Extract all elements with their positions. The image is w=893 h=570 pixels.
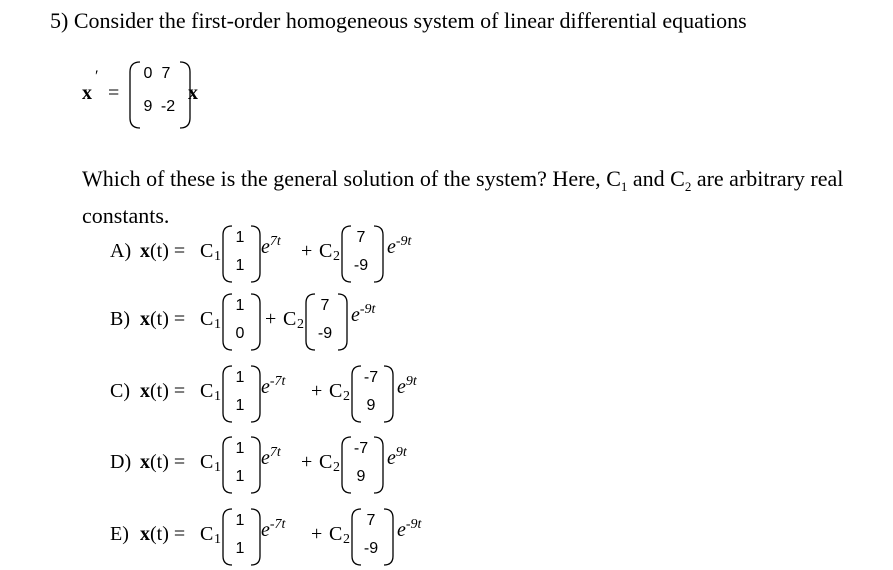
exponential-2: [397, 376, 417, 399]
lhs-rest: (t) =: [150, 308, 186, 330]
exp-power: -7t: [269, 517, 286, 532]
c1-subscript: 1: [214, 460, 221, 475]
vector1-top: 1: [235, 229, 245, 246]
question-prompt: Consider the first-order homogeneous system of linear differential equations: [73, 8, 747, 33]
option-lhs: [140, 451, 185, 474]
vector1-bottom: 1: [235, 257, 245, 274]
vector2-top: 7: [366, 512, 376, 529]
exp-power: -9t: [359, 302, 376, 317]
c1-subscript: 1: [214, 249, 221, 264]
vector1-right-paren: [249, 293, 261, 351]
constant-c2: C: [670, 166, 685, 191]
system-lhs-vector: x: [82, 82, 92, 104]
plus-sign: +: [265, 308, 277, 330]
constant-c1: C: [200, 451, 214, 473]
vector2-bottom: -9: [317, 325, 333, 342]
c2-subscript: 2: [333, 460, 340, 475]
ask-text-end: are arbitrary real: [696, 166, 844, 191]
vector1-top: 1: [235, 512, 245, 529]
exp-power: -9t: [405, 517, 422, 532]
vector2-right-paren: [336, 293, 348, 351]
lhs-rest: (t) =: [150, 240, 186, 262]
ask-text: Which of these is the general solution of the system? Here,: [82, 166, 601, 191]
matrix-cell: 9: [143, 98, 153, 115]
option-letter: E): [110, 523, 129, 545]
exp-power: 7t: [269, 234, 281, 249]
constant-c2: C: [319, 240, 333, 262]
question-ask: [82, 166, 843, 192]
vector2-right-paren: [382, 508, 394, 566]
exp-power: 7t: [269, 445, 281, 460]
constant-c2: C: [319, 451, 333, 473]
x-vector: x: [140, 380, 150, 402]
vector2-bottom: -9: [363, 540, 379, 557]
c2-subscript: 2: [343, 532, 350, 547]
c1-subscript: 1: [214, 532, 221, 547]
exp-base: e: [397, 376, 406, 398]
c1-subscript: 1: [214, 389, 221, 404]
x-vector: x: [140, 451, 150, 473]
lhs-rest: (t) =: [150, 451, 186, 473]
vector2-top: -7: [363, 369, 379, 386]
constant-c1: C: [200, 523, 214, 545]
plus-sign: +: [311, 380, 323, 402]
lhs-rest: (t) =: [150, 380, 186, 402]
vector2-bottom: -9: [353, 257, 369, 274]
vector1-bottom: 1: [235, 540, 245, 557]
vector1-top: 1: [235, 440, 245, 457]
exp-power: 9t: [405, 374, 417, 389]
exp-power: 9t: [395, 445, 407, 460]
option-lhs: [140, 308, 185, 331]
matrix-cell: -2: [160, 98, 176, 115]
constant-c1: C: [606, 166, 621, 191]
exp-base: e: [261, 447, 270, 469]
exponential-2: [387, 236, 411, 259]
vector1-top: 1: [235, 369, 245, 386]
constant-c1: C: [200, 240, 214, 262]
x-vector: x: [140, 523, 150, 545]
vector1-bottom: 1: [235, 397, 245, 414]
exp-base: e: [261, 376, 270, 398]
exp-base: e: [261, 236, 270, 258]
constant-c1: C: [200, 380, 214, 402]
plus-sign: +: [301, 240, 313, 262]
vector1-right-paren: [249, 436, 261, 494]
vector2-bottom: 9: [356, 468, 366, 485]
vector1-bottom: 0: [235, 325, 245, 342]
exp-power: -7t: [269, 374, 286, 389]
c2-subscript: 2: [333, 249, 340, 264]
plus-sign: +: [301, 451, 313, 473]
exp-base: e: [387, 447, 396, 469]
exp-base: e: [261, 519, 270, 541]
option-letter: C): [110, 380, 130, 402]
c2-subscript: 2: [343, 389, 350, 404]
exponential-2: [351, 304, 375, 327]
vector1-right-paren: [249, 508, 261, 566]
c2-subscript: 2: [297, 317, 304, 332]
ask-continuation: constants.: [82, 203, 170, 228]
c1-subscript: 1: [214, 317, 221, 332]
exponential-1: [261, 236, 281, 259]
lhs-rest: (t) =: [150, 523, 186, 545]
x-vector: x: [140, 308, 150, 330]
matrix-cell: 0: [143, 65, 153, 82]
x-vector: x: [140, 240, 150, 262]
question-header: [50, 8, 747, 34]
exp-base: e: [387, 236, 396, 258]
vector2-bottom: 9: [366, 397, 376, 414]
exponential-1: [261, 376, 285, 399]
vector1-right-paren: [249, 225, 261, 283]
constant-c1-subscript: 1: [620, 179, 628, 194]
vector1-bottom: 1: [235, 468, 245, 485]
matrix-cell: 7: [161, 65, 171, 82]
vector2-right-paren: [372, 436, 384, 494]
exponential-2: [387, 447, 407, 470]
vector2-right-paren: [382, 365, 394, 423]
constant-c1: C: [200, 308, 214, 330]
exp-power: -9t: [395, 234, 412, 249]
and-text: and: [632, 166, 665, 191]
exponential-1: [261, 519, 285, 542]
constant-c2: C: [329, 523, 343, 545]
system-rhs-vector: x: [188, 82, 198, 104]
exponential-1: [261, 447, 281, 470]
exp-base: e: [351, 304, 360, 326]
option-letter: A): [110, 240, 132, 262]
option-letter: B): [110, 308, 130, 330]
constant-c2-subscript: 2: [684, 179, 692, 194]
option-letter: D): [110, 451, 132, 473]
vector2-top: -7: [353, 440, 369, 457]
prime-mark: ′: [95, 68, 99, 85]
option-lhs: [140, 523, 185, 546]
plus-sign: +: [311, 523, 323, 545]
exponential-2: [397, 519, 421, 542]
vector2-right-paren: [372, 225, 384, 283]
constant-c2: C: [329, 380, 343, 402]
question-number: 5): [50, 8, 69, 33]
vector1-right-paren: [249, 365, 261, 423]
option-lhs: [140, 240, 185, 263]
exp-base: e: [397, 519, 406, 541]
vector2-top: 7: [320, 297, 330, 314]
option-lhs: [140, 380, 185, 403]
vector2-top: 7: [356, 229, 366, 246]
vector1-top: 1: [235, 297, 245, 314]
constant-c2: C: [283, 308, 297, 330]
equals-sign: =: [108, 82, 120, 104]
